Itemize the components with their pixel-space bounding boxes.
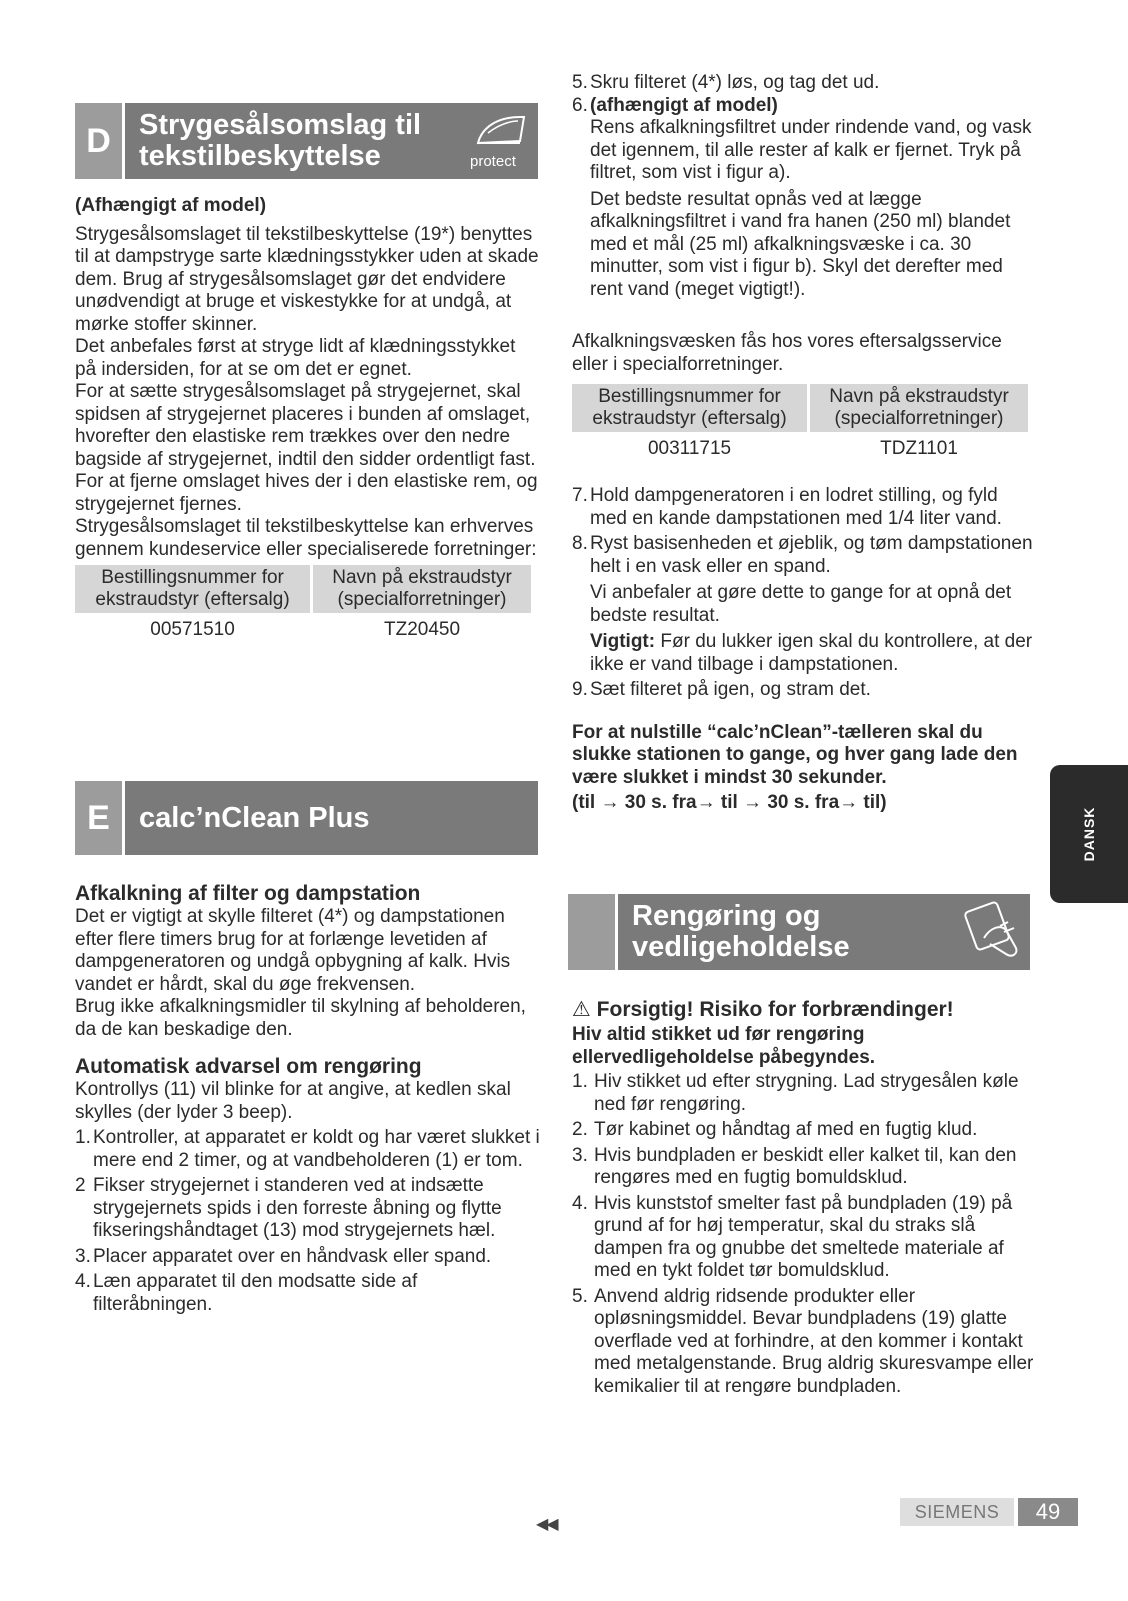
list-item: 9. Sæt filteret på igen, og stram det. <box>572 679 871 700</box>
section-e-header <box>75 781 538 855</box>
step-6-paragraph-1: Rens afkalkningsfiltret under rindende vand, og vask det igennem, til alle rester af kalk er fjernet. Tryk på filtret, som vist i figur a). <box>590 117 1032 183</box>
list-item: 3. Placer apparatet over en håndvask eller spand. <box>75 1245 492 1267</box>
section-d-title: Strygesålsomslag til tekstilbeskyttelse <box>139 109 422 172</box>
section-d-letter: D <box>75 103 125 179</box>
table-header-order-number: Bestillingsnummer for ekstraudstyr (eftersalg) <box>75 565 310 613</box>
list-item: 4. Hvis kunststof smelter fast på bundpladen (19) på grund af for høj temperatur, skal du straks slå dampen fra og gnubbe det smeltede materiale af med en tykt foldet tør bomuldsklud. <box>572 1192 1013 1281</box>
burn-warning-subtitle: Hiv altid stikket ud før rengøring ellervedligeholdelse påbegyndes. <box>572 1024 876 1068</box>
table-cell-order-number: 00311715 <box>647 438 732 459</box>
filter-paragraph-2: Brug ikke afkalkningsmidler til skylning af beholderen, da de kan beskadige den. <box>75 996 526 1040</box>
section-e-title: calc’nClean Plus <box>139 801 370 834</box>
descaling-steps-list <box>75 1127 540 1316</box>
section-e-letter: E <box>75 781 125 855</box>
protect-caption: protect <box>470 153 516 170</box>
section-care-header <box>568 894 1030 970</box>
table-cell-accessory-name: TZ20450 <box>384 619 461 640</box>
section-d-paragraph-1: Strygesålsomslaget til tekstilbeskyttelse (19*) benyttes til at dampstryge sarte klædningsstykker uden at skade dem. Brug af strygesålsomslaget gør det endvidere unødvendigt at bruge et viskestykke for at undgå, at mørke stoffer skinner. <box>75 223 539 335</box>
section-d-paragraph-2: Det anbefales først at stryge lidt af klædningsstykket på indersiden, for at se om det er egnet. <box>75 336 516 380</box>
table-header-accessory-name: Navn på ekstraudstyr (specialforretninger) <box>810 384 1028 432</box>
auto-warning-paragraph: Kontrollys (11) vil blinke for at angive, at kedlen skal skylles (der lyder 3 beep). <box>75 1079 511 1123</box>
section-d-header <box>75 103 538 179</box>
step-8-important: Vigtigt: Før du lukker igen skal du kontrollere, at der ikke er vand tilbage i dampstationen. <box>590 631 1033 675</box>
list-item: 5. Skru filteret (4*) løs, og tag det ud. <box>572 72 880 93</box>
right-column-steps <box>572 72 1034 815</box>
filter-paragraph-1: Det er vigtigt at skylle filteret (4*) og dampstationen efter flere timers brug for at forlænge levetiden af dampgeneratoren og undgå opbygning af kalk. Hvis vandet er hårdt, skal du øge frekvensen. <box>75 906 511 995</box>
section-care-body <box>572 998 1034 1398</box>
section-care-title: Rengøring og vedligeholdelse <box>632 900 850 963</box>
brand-label: SIEMENS <box>900 1498 1014 1526</box>
list-item: 2 Fikser strygejernet i standeren ved at indsætte strygejernets spids i den forreste åbning og flytte fikseringshåndtaget (13) mod strygejernets hæl. <box>75 1175 502 1241</box>
section-d-body <box>75 195 540 642</box>
heading-filter-descaling: Afkalkning af filter og dampstation <box>75 882 421 905</box>
list-item: 6. (afhængigt af model) <box>572 94 778 116</box>
accessory-table-d <box>72 565 534 642</box>
step-8-paragraph-2: Vi anbefaler at gøre dette to gange for at opnå det bedste resultat. <box>590 582 1012 626</box>
list-item: 3. Hvis bundpladen er beskidt eller kalket til, kan den rengøres med en fugtig bomuldsklud. <box>572 1144 1017 1188</box>
list-item: 5. Anvend aldrig ridsende produkter eller opløsningsmiddel. Bevar bundpladens (19) glatte overflade ved at forhindre, at den kommer i kontakt med metalgenstande. Brug aldrig skuresvampe eller kemikalier til at rengøre bundpladen. <box>572 1285 1034 1397</box>
section-d-subtitle: (Afhængigt af model) <box>75 195 267 216</box>
section-d-paragraph-3: For at sætte strygesålsomslaget på strygejernet, skal spidsen af strygejernet placeres i bunden af omslaget, hvorefter den elastiske rem trækkes over den nedre bagside af strygejernet, indtil den sidder ordentligt fast. For at fjerne omslaget hives der i den elastiske rem, og strygejernet fjernes. <box>75 381 538 515</box>
language-tab[interactable] <box>1050 765 1128 903</box>
descaling-liquid-paragraph: Afkalkningsvæsken fås hos vores eftersalgsservice eller i specialforretninger. <box>572 331 1002 375</box>
reset-sequence: (til → 30 s. fra→ til → 30 s. fra→ til) <box>572 792 887 813</box>
previous-page-icon[interactable]: ◀◀ <box>536 1516 557 1533</box>
table-header-accessory-name: Navn på ekstraudstyr (specialforretninger) <box>313 565 531 613</box>
list-item: 1. Hiv stikket ud efter strygning. Lad strygesålen køle ned før rengøring. <box>572 1071 1019 1115</box>
table-cell-accessory-name: TDZ1101 <box>880 438 958 459</box>
reset-counter-text: For at nulstille “calc’nClean”-tælleren skal du slukke stationen to gange, og hver gang lade den være slukket i mindst 30 sekunder. <box>572 721 1018 788</box>
list-item: 7. Hold dampgeneratoren i en lodret stilling, og fyld med en kande dampstationen med 1/4 liter vand. <box>572 485 1002 529</box>
table-header-order-number: Bestillingsnummer for ekstraudstyr (eftersalg) <box>572 384 807 432</box>
section-e-body <box>75 882 540 1316</box>
page-number: 49 <box>1018 1498 1078 1526</box>
cleaning-hand-icon <box>960 894 1030 970</box>
language-tab-label: DANSK <box>1081 806 1097 862</box>
burn-warning-title: ⚠ Forsigtig! Risiko for forbrændinger! <box>572 998 954 1021</box>
section-care-letter-block <box>568 894 618 970</box>
list-item: 4. Læn apparatet til den modsatte side af filteråbningen. <box>75 1271 418 1315</box>
accessory-table-e <box>569 384 1031 461</box>
warning-icon: ⚠ <box>572 998 591 1021</box>
table-cell-order-number: 00571510 <box>150 619 235 640</box>
section-d-paragraph-4: Strygesålsomslaget til tekstilbeskyttelse kan erhverves gennem kundeservice eller specialiserede forretninger: <box>75 516 537 560</box>
step-6-paragraph-2: Det bedste resultat opnås ved at lægge afkalkningsfiltret i vand fra hanen (250 ml) blandet med et mål (25 ml) afkalkningsvæske i ca. 30 minutter, som vist i figur b). Skyl det derefter med rent vand (meget vigtigt!). <box>590 188 1011 300</box>
list-item: 1. Kontroller, at apparatet er koldt og har været slukket i mere end 2 timer, og at vandbeholderen (1) er tom. <box>75 1127 540 1171</box>
steps-7-9-list <box>572 485 1034 702</box>
heading-auto-warning: Automatisk advarsel om rengøring <box>75 1055 422 1078</box>
protect-icon <box>468 103 538 179</box>
list-item: 8. Ryst basisenheden et øjeblik, og tøm dampstationen helt i en vask eller en spand. <box>572 533 1033 577</box>
list-item: 2. Tør kabinet og håndtag af med en fugtig klud. <box>572 1119 978 1140</box>
care-list <box>572 1071 1034 1398</box>
